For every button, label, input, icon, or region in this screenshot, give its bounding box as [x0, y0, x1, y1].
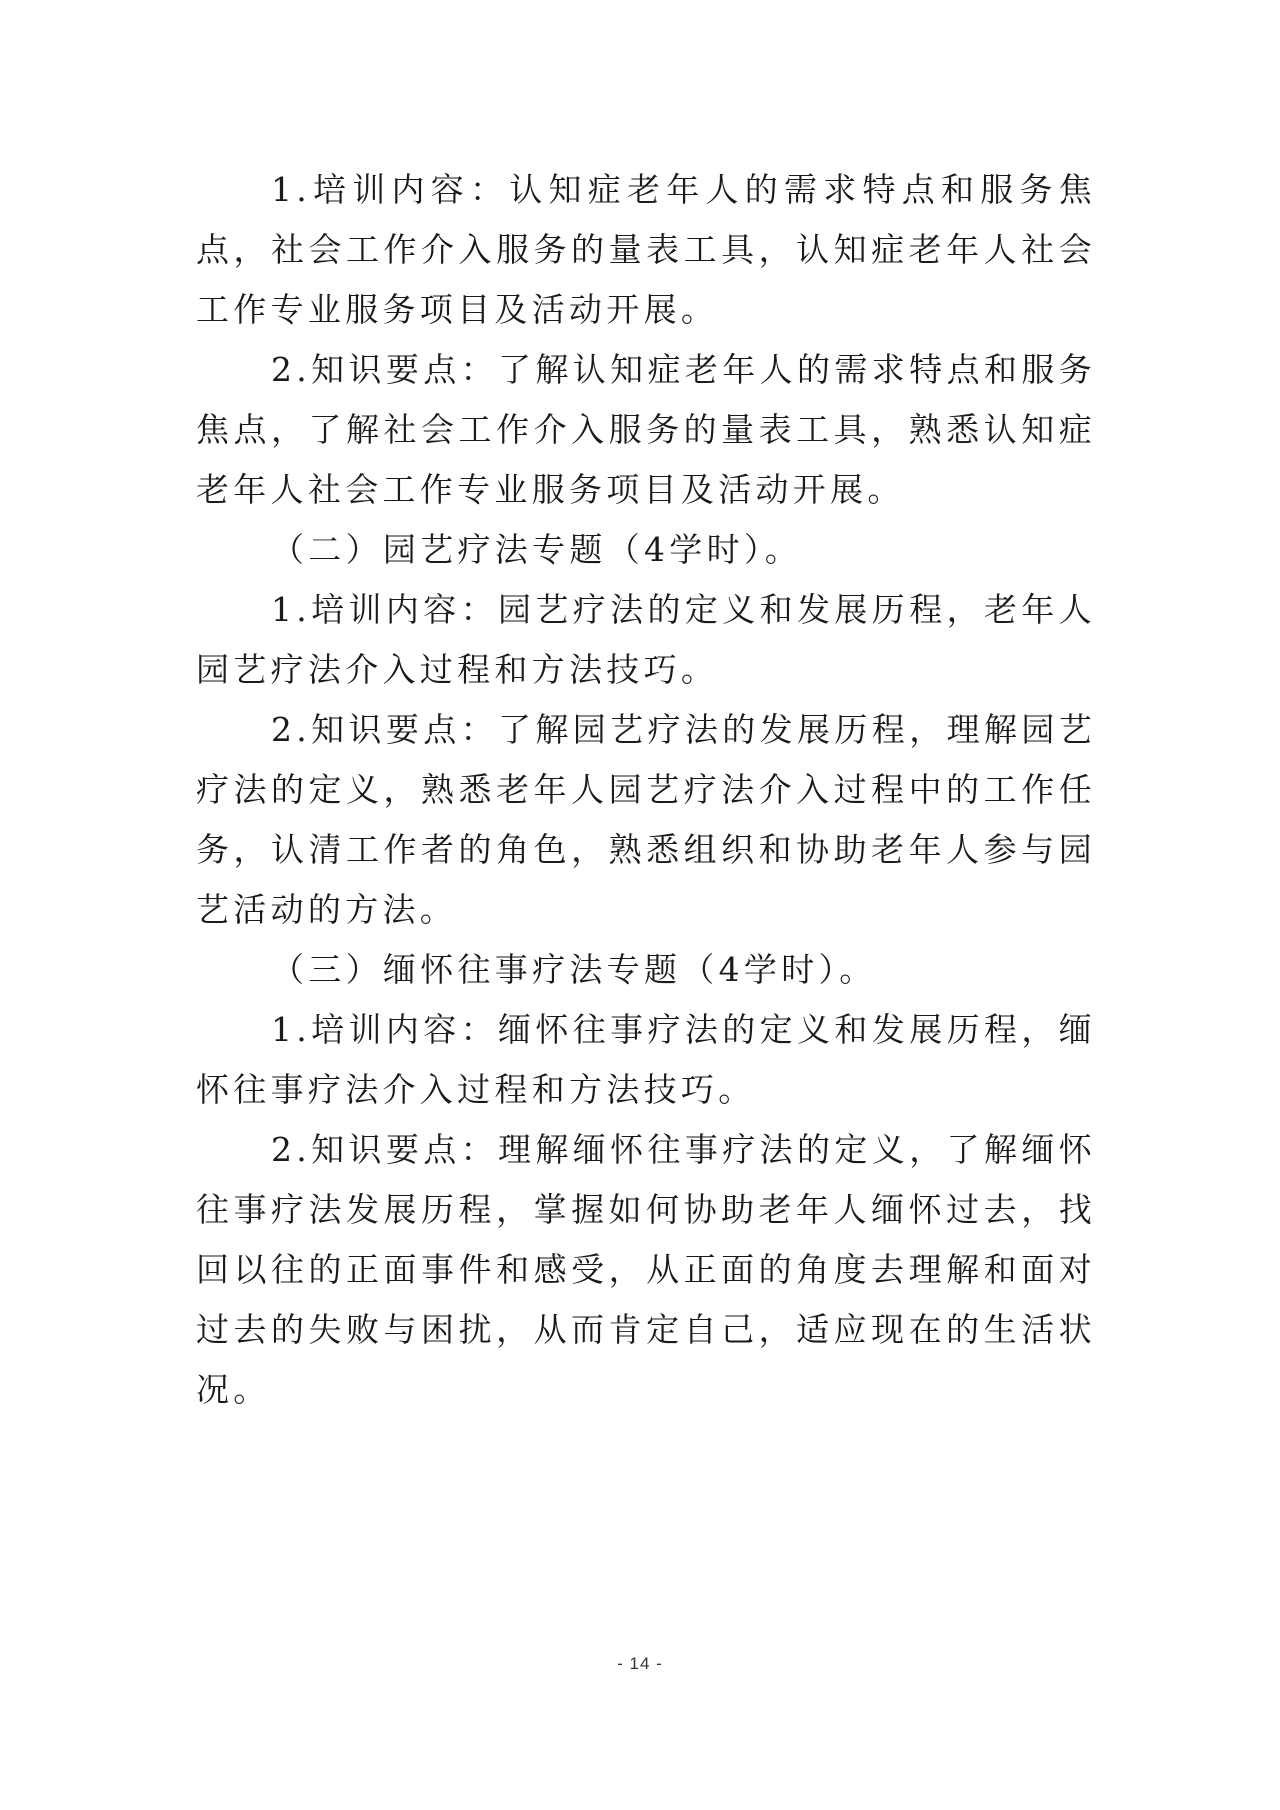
section-heading-horticultural-therapy: （二）园艺疗法专题（4学时）。 — [271, 530, 802, 569]
paragraph-training-content-dementia: 1.培训内容：认知症老年人的需求特点和服务焦点，社会工作介入服务的量表工具，认知症老年人社会工作专业服务项目及活动开展。 — [196, 170, 1096, 329]
paragraph-training-content-horticultural: 1.培训内容：园艺疗法的定义和发展历程，老年人园艺疗法介入过程和方法技巧。 — [196, 590, 1096, 689]
paragraph-training-content-reminiscence: 1.培训内容：缅怀往事疗法的定义和发展历程，缅怀往事疗法介入过程和方法技巧。 — [196, 1010, 1096, 1109]
paragraph-knowledge-points-horticultural: 2.知识要点：了解园艺疗法的发展历程，理解园艺疗法的定义，熟悉老年人园艺疗法介入过程中的工作任务，认清工作者的角色，熟悉组织和协助老年人参与园艺活动的方法。 — [196, 710, 1096, 929]
paragraph-knowledge-points-dementia: 2.知识要点：了解认知症老年人的需求特点和服务焦点，了解社会工作介入服务的量表工具，熟悉认知症老年人社会工作专业服务项目及活动开展。 — [196, 350, 1096, 509]
section-heading-reminiscence-therapy: （三）缅怀往事疗法专题（4学时）。 — [271, 950, 877, 989]
paragraph-knowledge-points-reminiscence: 2.知识要点：理解缅怀往事疗法的定义，了解缅怀往事疗法发展历程，掌握如何协助老年人缅怀过去，找回以往的正面事件和感受，从正面的角度去理解和面对过去的失败与困扰，从而肯定自己，适应现在的生活状况。 — [196, 1130, 1096, 1409]
body-text — [196, 160, 1096, 1420]
page-number: - 14 - — [617, 1654, 663, 1673]
